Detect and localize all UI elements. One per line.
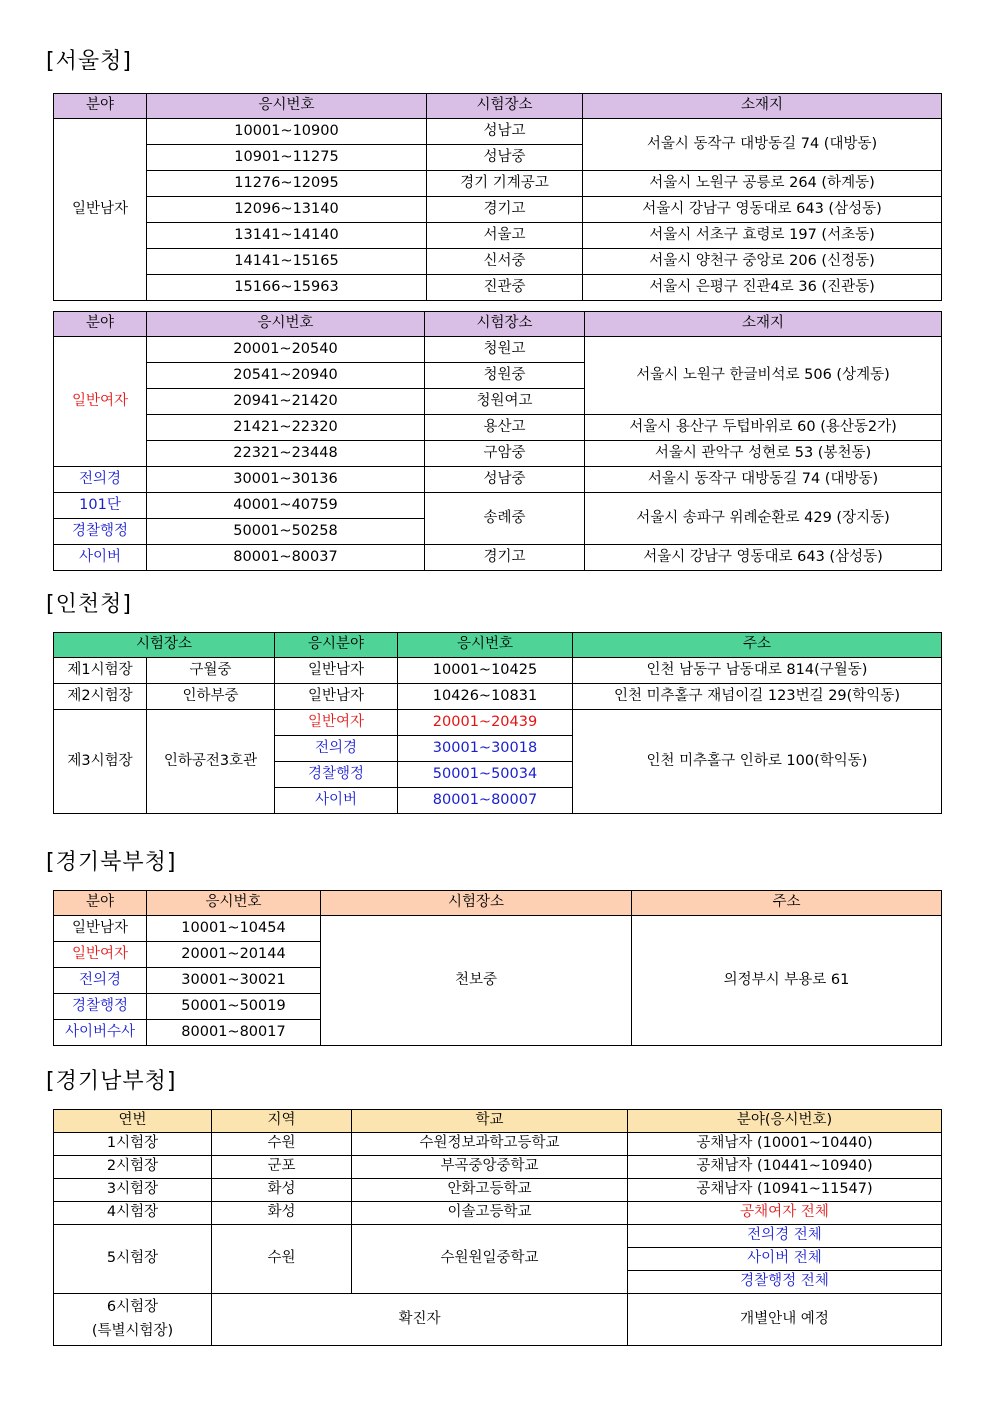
header-address: 소재지 <box>585 312 942 337</box>
table-row <box>54 415 942 441</box>
address-cell: 서울시 은평구 진관4로 36 (진관동) <box>583 275 942 301</box>
site-cell: 제1시험장 <box>54 658 147 684</box>
place-cell: 성남고 <box>427 119 583 145</box>
address-cell: 서울시 양천구 중앙로 206 (신정동) <box>583 249 942 275</box>
region-cell: 수원 <box>212 1133 352 1156</box>
address-cell: 인천 미추홀구 재넘이길 123번길 29(학익동) <box>573 684 942 710</box>
number-cell: 10901~11275 <box>147 145 427 171</box>
table-row <box>54 467 942 493</box>
field-cell: 일반남자 <box>54 916 147 942</box>
address-cell: 의정부시 부용로 61 <box>632 916 942 1046</box>
number-cell: 30001~30021 <box>147 968 321 994</box>
region-cell: 화성 <box>212 1179 352 1202</box>
number-cell: 40001~40759 <box>147 493 425 519</box>
address-cell: 서울시 송파구 위례순환로 429 (장지동) <box>585 493 942 545</box>
site6-sublabel: (특별시험장) <box>91 1322 174 1339</box>
place-cell: 청원여고 <box>425 389 585 415</box>
header-address: 소재지 <box>583 94 942 119</box>
school-cell: 구월중 <box>147 658 275 684</box>
place-cell: 신서중 <box>427 249 583 275</box>
address-cell: 인천 남동구 남동대로 814(구월동) <box>573 658 942 684</box>
number-cell: 30001~30018 <box>398 736 573 762</box>
school-cell: 인하공전3호관 <box>147 710 275 814</box>
field-cell: 사이버 <box>54 545 147 571</box>
header-address: 주소 <box>573 633 942 658</box>
number-cell: 10001~10425 <box>398 658 573 684</box>
note-cell: 개별안내 예정 <box>628 1294 942 1346</box>
field-cell: 경찰행정 전체 <box>628 1271 942 1294</box>
no-cell: 1시험장 <box>54 1133 212 1156</box>
number-cell: 22321~23448 <box>147 441 425 467</box>
no-cell <box>54 1294 212 1346</box>
no-cell: 3시험장 <box>54 1179 212 1202</box>
table-row <box>54 710 942 736</box>
place-cell: 성남중 <box>427 145 583 171</box>
number-cell: 11276~12095 <box>147 171 427 197</box>
number-cell: 12096~13140 <box>147 197 427 223</box>
field-cell: 전의경 전체 <box>628 1225 942 1248</box>
site6-label: 6시험장 <box>106 1299 159 1316</box>
number-cell: 13141~14140 <box>147 223 427 249</box>
field-cell: 경찰행정 <box>275 762 398 788</box>
site-cell: 제2시험장 <box>54 684 147 710</box>
number-cell: 50001~50034 <box>398 762 573 788</box>
field-cell: 전의경 <box>54 467 147 493</box>
field-cell: 전의경 <box>54 968 147 994</box>
incheon-table <box>53 632 942 814</box>
gyeonggi-north-table <box>53 890 942 1046</box>
number-cell: 80001~80017 <box>147 1020 321 1046</box>
table-row <box>54 275 942 301</box>
place-cell: 경기고 <box>427 197 583 223</box>
field-cell: 사이버 <box>275 788 398 814</box>
place-cell: 용산고 <box>425 415 585 441</box>
place-cell: 청원고 <box>425 337 585 363</box>
school-cell: 수원원일중학교 <box>352 1225 628 1294</box>
place-cell: 송례중 <box>425 493 585 545</box>
field-cell: 일반남자 <box>54 119 147 301</box>
field-cell: 공채남자 (10001~10440) <box>628 1133 942 1156</box>
header-number: 응시번호 <box>147 891 321 916</box>
address-cell: 서울시 관악구 성현로 53 (봉천동) <box>585 441 942 467</box>
gyeonggi-south-heading: [경기남부청] <box>46 1069 177 1094</box>
address-cell: 서울시 노원구 한글비석로 506 (상계동) <box>585 337 942 415</box>
field-cell: 일반여자 <box>54 337 147 467</box>
place-cell: 구암중 <box>425 441 585 467</box>
field-cell: 경찰행정 <box>54 519 147 545</box>
place-cell: 진관중 <box>427 275 583 301</box>
field-cell: 공채남자 (10941~11547) <box>628 1179 942 1202</box>
table-row <box>54 171 942 197</box>
address-cell: 인천 미추홀구 인하로 100(학익동) <box>573 710 942 814</box>
header-place: 시험장소 <box>427 94 583 119</box>
number-cell: 30001~30136 <box>147 467 425 493</box>
incheon-heading: [인천청] <box>46 592 132 617</box>
field-cell: 사이버 전체 <box>628 1248 942 1271</box>
table-row <box>54 249 942 275</box>
address-cell: 서울시 노원구 공릉로 264 (하계동) <box>583 171 942 197</box>
number-cell: 14141~15165 <box>147 249 427 275</box>
number-cell: 10001~10454 <box>147 916 321 942</box>
table-row <box>54 1133 942 1156</box>
gyeonggi-north-heading: [경기북부청] <box>46 850 177 875</box>
gyeonggi-south-table <box>53 1109 942 1346</box>
field-cell: 일반여자 <box>54 942 147 968</box>
number-cell: 10001~10900 <box>147 119 427 145</box>
number-cell: 80001~80007 <box>398 788 573 814</box>
number-cell: 80001~80037 <box>147 545 425 571</box>
header-number: 응시번호 <box>147 312 425 337</box>
table-row <box>54 119 942 145</box>
address-cell: 서울시 동작구 대방동길 74 (대방동) <box>583 119 942 171</box>
header-field: 분야 <box>54 891 147 916</box>
no-cell: 2시험장 <box>54 1156 212 1179</box>
header-field: 분야 <box>54 94 147 119</box>
table-row <box>54 1156 942 1179</box>
address-cell: 서울시 동작구 대방동길 74 (대방동) <box>585 467 942 493</box>
header-school: 학교 <box>352 1110 628 1133</box>
place-cell: 천보중 <box>321 916 632 1046</box>
number-cell: 50001~50019 <box>147 994 321 1020</box>
table-row <box>54 223 942 249</box>
seoul-heading: [서울청] <box>46 49 132 74</box>
table-row <box>54 441 942 467</box>
table-row <box>54 197 942 223</box>
field-cell: 일반여자 <box>275 710 398 736</box>
table-row <box>54 1202 942 1225</box>
table-row <box>54 684 942 710</box>
region-cell: 수원 <box>212 1225 352 1294</box>
header-field: 응시분야 <box>275 633 398 658</box>
number-cell: 20001~20439 <box>398 710 573 736</box>
table-row <box>54 1179 942 1202</box>
target-cell: 확진자 <box>212 1294 628 1346</box>
school-cell: 안화고등학교 <box>352 1179 628 1202</box>
table-row <box>54 337 942 363</box>
school-cell: 수원정보과학고등학교 <box>352 1133 628 1156</box>
place-cell: 성남중 <box>425 467 585 493</box>
number-cell: 50001~50258 <box>147 519 425 545</box>
header-field: 분야 <box>54 312 147 337</box>
header-address: 주소 <box>632 891 942 916</box>
header-region: 지역 <box>212 1110 352 1133</box>
field-cell: 경찰행정 <box>54 994 147 1020</box>
field-cell: 전의경 <box>275 736 398 762</box>
address-cell: 서울시 용산구 두텁바위로 60 (용산동2가) <box>585 415 942 441</box>
header-number: 응시번호 <box>147 94 427 119</box>
field-cell: 공채남자 (10441~10940) <box>628 1156 942 1179</box>
seoul-women-table <box>53 311 942 571</box>
no-cell: 5시험장 <box>54 1225 212 1294</box>
table-row <box>54 916 942 942</box>
table-row <box>54 658 942 684</box>
address-cell: 서울시 서초구 효령로 197 (서초동) <box>583 223 942 249</box>
region-cell: 군포 <box>212 1156 352 1179</box>
table-row <box>54 545 942 571</box>
number-cell: 20001~20144 <box>147 942 321 968</box>
field-cell: 사이버수사 <box>54 1020 147 1046</box>
place-cell: 서울고 <box>427 223 583 249</box>
header-field: 분야(응시번호) <box>628 1110 942 1133</box>
school-cell: 이솔고등학교 <box>352 1202 628 1225</box>
address-cell: 서울시 강남구 영동대로 643 (삼성동) <box>583 197 942 223</box>
table-row <box>54 1294 942 1346</box>
number-cell: 20941~21420 <box>147 389 425 415</box>
header-place: 시험장소 <box>425 312 585 337</box>
header-number: 응시번호 <box>398 633 573 658</box>
number-cell: 15166~15963 <box>147 275 427 301</box>
header-place: 시험장소 <box>321 891 632 916</box>
site-cell: 제3시험장 <box>54 710 147 814</box>
no-cell: 4시험장 <box>54 1202 212 1225</box>
seoul-men-table <box>53 93 942 301</box>
field-cell: 일반남자 <box>275 658 398 684</box>
number-cell: 21421~22320 <box>147 415 425 441</box>
table-row <box>54 1225 942 1248</box>
place-cell: 청원중 <box>425 363 585 389</box>
address-cell: 서울시 강남구 영동대로 643 (삼성동) <box>585 545 942 571</box>
header-site: 시험장소 <box>54 633 275 658</box>
place-cell: 경기고 <box>425 545 585 571</box>
table-row <box>54 493 942 519</box>
region-cell: 화성 <box>212 1202 352 1225</box>
number-cell: 20001~20540 <box>147 337 425 363</box>
place-cell: 경기 기계공고 <box>427 171 583 197</box>
number-cell: 20541~20940 <box>147 363 425 389</box>
field-cell: 101단 <box>54 493 147 519</box>
field-cell: 일반남자 <box>275 684 398 710</box>
header-no: 연번 <box>54 1110 212 1133</box>
field-cell: 공채여자 전체 <box>628 1202 942 1225</box>
school-cell: 인하부중 <box>147 684 275 710</box>
school-cell: 부곡중앙중학교 <box>352 1156 628 1179</box>
number-cell: 10426~10831 <box>398 684 573 710</box>
